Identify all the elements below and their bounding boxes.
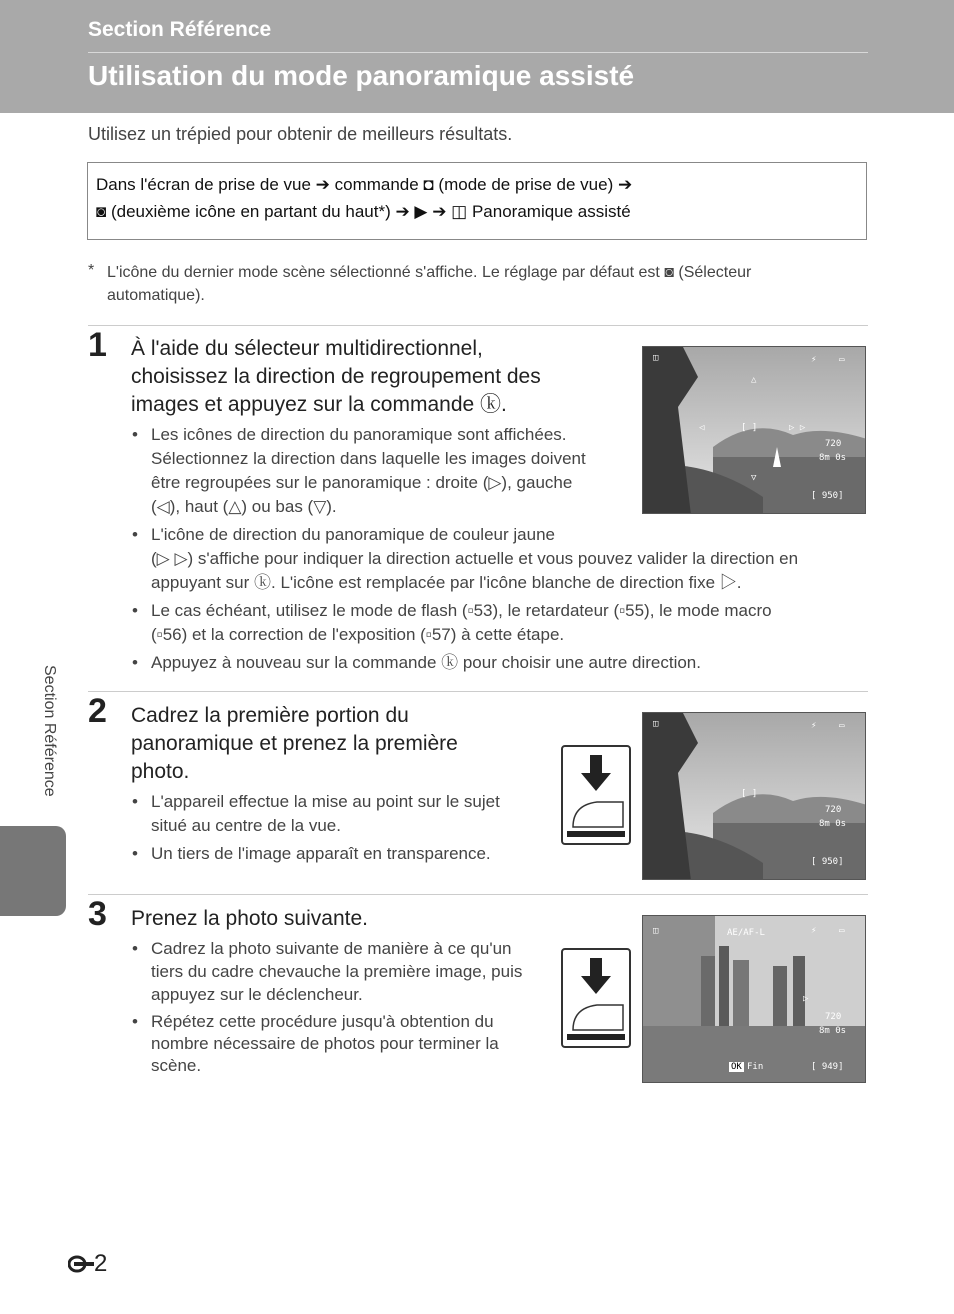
camera-screen-illustration — [642, 346, 866, 514]
step-number: 2 — [88, 692, 107, 730]
exposure-count: [ 950] — [811, 491, 844, 501]
bullet-dot: • — [132, 1012, 138, 1031]
footnote: L'icône du dernier mode scène sélectionné s'affiche. Le réglage par défaut est ◙ (Sélecteur automatique). — [107, 264, 752, 304]
header-divider — [88, 52, 868, 53]
battery-icon: ▭ — [839, 355, 845, 365]
panorama-mode-icon: ◫ — [653, 353, 659, 363]
flash-icon: ⚡ — [811, 355, 817, 365]
camera-screen-illustration — [642, 712, 866, 880]
bullet-line: (▷ ▷) s'affiche pour indiquer la direction actuelle et vous pouvez valider la direction en — [151, 549, 799, 568]
exposure-count: [ 949] — [811, 1062, 844, 1072]
bullet-line: Un tiers de l'image apparaît en transparence. — [151, 844, 491, 863]
step-title-line: À l'aide du sélecteur multidirectionnel, — [131, 337, 483, 360]
reference-section-icon — [68, 1252, 94, 1270]
bullet-line: situé au centre de la vue. — [151, 816, 341, 835]
remaining-time: 8m 0s — [819, 1026, 847, 1036]
bullet-line: Les icônes de direction du panoramique sont affichées. — [151, 425, 567, 444]
bullet-dot: • — [132, 844, 138, 863]
side-section-label: Section Référence — [41, 665, 58, 797]
section-label: Section Référence — [88, 18, 272, 41]
bullet-line: (▫56) et la correction de l'exposition (▫57) à cette étape. — [151, 625, 565, 644]
bullet-line: tiers du cadre chevauche la première image, puis — [151, 962, 523, 981]
step-divider — [88, 325, 868, 326]
header-band — [0, 0, 954, 113]
step-divider — [88, 894, 868, 895]
image-size-indicator: 720 — [825, 1012, 842, 1022]
page-title: Utilisation du mode panoramique assisté — [88, 60, 635, 91]
bullet-dot: • — [132, 525, 138, 544]
remaining-time: 8m 0s — [819, 819, 847, 829]
page-number: 2 — [68, 1250, 107, 1278]
panorama-mode-icon: ◫ — [653, 926, 659, 936]
finger-press-icon — [563, 950, 629, 1046]
bullet-dot: • — [132, 653, 138, 672]
bullet-line: Le cas échéant, utilisez le mode de flash (▫53), le retardateur (▫55), le mode macro — [151, 601, 772, 620]
bullet-line: appuyez sur le déclencheur. — [151, 985, 363, 1004]
image-size-indicator: 720 — [825, 805, 842, 815]
direction-right-icon: ▷ — [803, 994, 809, 1004]
footnote-mark: * — [88, 262, 95, 279]
step-number: 3 — [88, 895, 107, 933]
bullet-line: être regroupées sur le panoramique : droite (▷), gauche — [151, 473, 573, 492]
bullet-line: Cadrez la photo suivante de manière à ce qu'un — [151, 939, 512, 958]
step-title-line: images et appuyez sur la commande ⓚ. — [131, 393, 507, 416]
focus-brackets: [ ] — [741, 789, 758, 799]
shutter-press-icon — [561, 948, 631, 1048]
bullet-line: Sélectionnez la direction dans laquelle les images doivent — [151, 449, 586, 468]
step-divider — [88, 691, 868, 692]
shutter-press-icon — [561, 745, 631, 845]
bullet-line: scène. — [151, 1056, 202, 1075]
image-size-indicator: 720 — [825, 439, 842, 449]
city-photo-illustration — [643, 916, 866, 1083]
direction-up-icon: △ — [751, 375, 757, 385]
end-label: Fin — [747, 1062, 764, 1072]
exposure-count: [ 950] — [811, 857, 844, 867]
bullet-dot: • — [132, 425, 138, 444]
ok-button-icon: OK — [731, 1062, 742, 1072]
menu-path-box — [87, 162, 867, 240]
bullet-line: Répétez cette procédure jusqu'à obtention du — [151, 1012, 494, 1031]
direction-down-icon: ▽ — [751, 473, 757, 483]
panorama-mode-icon: ◫ — [653, 719, 659, 729]
flash-icon: ⚡ — [811, 721, 817, 731]
bullet-line: nombre nécessaire de photos pour terminer la — [151, 1034, 499, 1053]
side-thumb-tab — [0, 826, 66, 916]
battery-icon: ▭ — [839, 926, 845, 936]
step-title-line: choisissez la direction de regroupement des — [131, 365, 541, 388]
menu-path-line-1: Dans l'écran de prise de vue ➔ commande ◘ (mode de prise de vue) ➔ — [96, 175, 633, 194]
bullet-line: L'icône de direction du panoramique de couleur jaune — [151, 525, 555, 544]
finger-press-icon — [563, 747, 629, 843]
bullet-line: L'appareil effectue la mise au point sur le sujet — [151, 792, 500, 811]
bullet-line: appuyant sur ⓚ. L'icône est remplacée par l'icône blanche de direction fixe ▷. — [151, 573, 742, 592]
step-title-line: panoramique et prenez la première — [131, 732, 458, 755]
direction-right-icon: ▷ ▷ — [789, 423, 806, 433]
step-number: 1 — [88, 326, 107, 364]
bullet-line: (◁), haut (△) ou bas (▽). — [151, 497, 337, 516]
intro-text: Utilisez un trépied pour obtenir de meilleurs résultats. — [88, 124, 513, 144]
battery-icon: ▭ — [839, 721, 845, 731]
step-title-line: Cadrez la première portion du — [131, 704, 409, 727]
bullet-dot: • — [132, 601, 138, 620]
menu-path-line-2: ◙ (deuxième icône en partant du haut*) ➔ ▶ ➔ ◫ Panoramique assisté — [96, 202, 631, 221]
bullet-dot: • — [132, 939, 138, 958]
step-title-line: photo. — [131, 760, 190, 783]
ae-af-lock-indicator: AE/AF-L — [727, 928, 765, 938]
step-title-line: Prenez la photo suivante. — [131, 907, 368, 930]
bullet-dot: • — [132, 792, 138, 811]
remaining-time: 8m 0s — [819, 453, 847, 463]
flash-icon: ⚡ — [811, 926, 817, 936]
camera-screen-illustration — [642, 915, 866, 1083]
focus-brackets: [ ] — [741, 423, 758, 433]
bullet-line: Appuyez à nouveau sur la commande ⓚ pour choisir une autre direction. — [151, 653, 701, 672]
direction-left-icon: ◁ — [699, 423, 705, 433]
